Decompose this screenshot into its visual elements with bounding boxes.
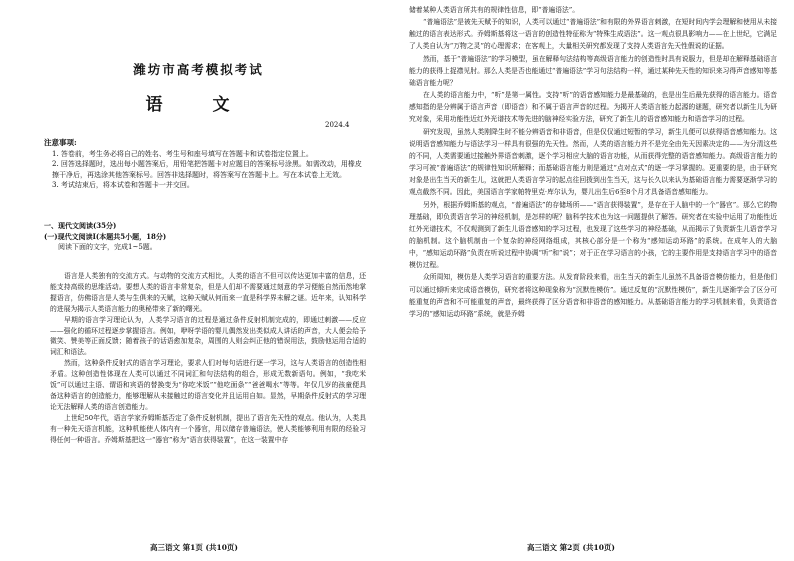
section-header xyxy=(44,221,368,253)
notice-block xyxy=(44,138,368,191)
subsection-heading: (一)现代文阅读Ⅰ(本题共5小题，18分) xyxy=(44,231,167,241)
passage-paragraph: 上世纪50年代，语言学家乔姆斯基否定了条件反射机制，提出了语言先天性的观点。他认为，人类具有一种先天语言机能，这种机能使人体内有一个器官，用以储存普遍语法，使人类能够利用有限的经验习得任何一种语言。乔姆斯基把这一“器官”称为“语言获得装置”，在这一装置中存 xyxy=(50,413,366,444)
passage-page-2 xyxy=(409,4,777,320)
notice-heading: 注意事项: xyxy=(44,138,77,147)
passage-paragraph: 研究发现，虽然人类刚降生时不能分辨语音和非语音，但是仅仅通过短暂的学习，新生儿便可以获得语音感知能力。这说明语音感知能力与语法学习一样具有很强的先天性。然而，人类的语言能力并不是完全由先天因素决定的——为分清这些的不同，人类需要通过接触外界语音刺激，逐个学习相应大脑的语言功能，从而获得完整的语音感知能力。高级语言能力的学习可被“普遍语法”的规律性知识所解释；而基础语言能力则是通过“点对点式”的逐一学习掌握的。更重要的是，由于研究对象是出生当天的新生儿，这就把人类语言学习的起点往回拨到出生当天，这与长久以来认为基础语言能力需要逐渐学习的观点截然不同。因此，美国语言学家帕特里克·库尔认为，婴儿出生后6至8个月才具备语音感知能力。 xyxy=(409,127,777,197)
exam-title: 潍坊市高考模拟考试 xyxy=(133,62,264,77)
section-heading: 一、现代文阅读(35分) xyxy=(44,221,117,230)
passage-paragraph: 储着某种人类语言所共有的规律性信息，即“普遍语法”。 xyxy=(409,6,580,14)
passage-paragraph: 另外，根据乔姆斯基的观点，“普遍语法”的存储场所——“语言获得装置”，是存在于人脑中的一个“器官”。那么它的物理基础，即负责语言学习的神经机制，是怎样的呢？脑科学技术也为这一问题提供了解答。研究者在实验中运用了功能性近红外光谱技术，不仅观测到了新生儿语音感知的学习过程，也发现了这些学习的神经基础，从而揭示了负责新生儿语音学习的脑机制。这个脑机制由一个复杂的神经网络组成，其核心部分是一个称为“感知运动环路”的系统。在成年人的大脑中，“感知运动环路”负责在听说过程中协调“听”和“说”；对于正在学习语言的小孩，它的主要作用是支持语言学习中的语音模仿过程。 xyxy=(409,200,777,270)
passage-page-1 xyxy=(50,271,366,446)
passage-paragraph: 早期的语言学习理论认为，人类学习语言的过程是通过条件反射机制完成的，即通过刺激——反应——强化的循环过程逐步掌握语言。例如，咿呀学语的婴儿偶然发出类似成人讲话的声音，大人便会给予微笑、赞美等正面反馈；随着孩子的话语愈加复杂，周围的人则会纠正他的错误用法，鼓励他运用合适的词汇和语法。 xyxy=(50,315,366,357)
notice-item: 3. 考试结束后，将本试卷和答题卡一并交回。 xyxy=(52,181,194,189)
page-footer: 高三语文 第2页 (共10页) xyxy=(527,543,615,552)
notice-item: 1. 答卷前，考生务必将自己的姓名、考生号和座号填写在答题卡和试卷指定位置上。 xyxy=(52,149,313,158)
passage-paragraph: 众所周知，模仿是人类学习语言的重要方法。从发育阶段来看，出生当天的新生儿虽然不具备语音模仿能力，但是他们可以通过倾听来完成语音模仿，研究者将这种现象称为“沉默性模仿”。通过反复的“沉默性模仿”，新生儿逐渐学会了区分可能重复的声音和不可能重复的声音，最终获得了区分语音和非语音的感知能力。从基础语言能力的学习机制来看，负责语音学习的“感知运动环路”系统，就是乔姆 xyxy=(409,273,777,318)
passage-paragraph: 在人类的语言能力中，“听”是第一属性。支持“听”的语音感知能力是最基础的，也是出生后最先获得的语言能力。语音感知指的是分辨属于语言声音（即语音）和不属于语言声音的过程。为揭开人类语言能力起源的谜题，研究者以新生儿为研究对象，采用功能性近红外光谱技术等先进的脑神经实验方法，研究了新生儿的语音感知能力和语音学习的过程。 xyxy=(409,91,777,124)
exam-date: 2024.4 xyxy=(325,121,350,129)
subject-title: 语 文 xyxy=(145,95,252,115)
reading-instruction: 阅读下面的文字，完成1~5题。 xyxy=(58,243,157,251)
passage-paragraph: “普遍语法”是被先天赋予的知识，人类可以通过“普遍语法”和有限的外界语言刺激，在短时间内学会理解和使用从未接触过的语言表达形式。乔姆斯基将这一语言的创造性特征称为“特殊生成语法”。这一观点很具影响力——在上世纪，它满足了人类自认为“万物之灵”的心理需求；在客观上，大量相关研究都发现了支持人类语言先天性假说的证据。 xyxy=(409,18,777,51)
page-2 xyxy=(397,0,794,561)
page-footer: 高三语文 第1页 (共10页) xyxy=(150,543,238,552)
passage-paragraph: 然而，这种条件反射式的语言学习理论，要求人们对每句话进行逐一学习，这与人类语言的创造性相矛盾。这种创造性体现在人类可以通过不同词汇和句法结构的组合，形成无数新语句。例如，“我吃米饭”可以通过主语、谓语和宾语的替换变为“你吃米饭”“他吃面条”“爸爸喝水”等等。年仅几岁的孩童便具备这种语言的创造能力，能够理解从未接触过的语言变化并且运用自如。显然，早期条件反射式的学习理论无法解释人类的语言创造能力。 xyxy=(50,359,366,411)
notice-item: 2. 回答选择题时，选出每小题答案后，用铅笔把答题卡对应题目的答案标号涂黑。如需改动，用橡皮擦干净后，再选涂其他答案标号。回答非选择题时，将答案写在答题卡上。写在本试卷上无效。 xyxy=(52,160,362,179)
passage-paragraph: 然而，基于“普遍语法”的学习模型，虽在解释句法结构等高级语言能力的创造性时具有说服力，但是却在解释基础语言能力的获得上捉襟见肘。那么人类是否也能通过“普遍语法”学习句法结构一样，通过某种先天性的知识来习得声音感知等基础语言能力呢？ xyxy=(409,54,777,87)
passage-paragraph: 语言是人类独有的交流方式。与动物的交流方式相比，人类的语言不但可以传达更加丰富的信息，还能支持高级的思维活动。要想人类的语言非常复杂，但是人们却不需要通过刻意的学习便能自然而然地掌握语言，仿佛语言是人类与生俱来的天赋，这种天赋从何而来一直是科学界未解之谜。近年来，认知科学的进展为揭示人类语言能力的奥秘带来了新的曙光。 xyxy=(50,272,366,313)
